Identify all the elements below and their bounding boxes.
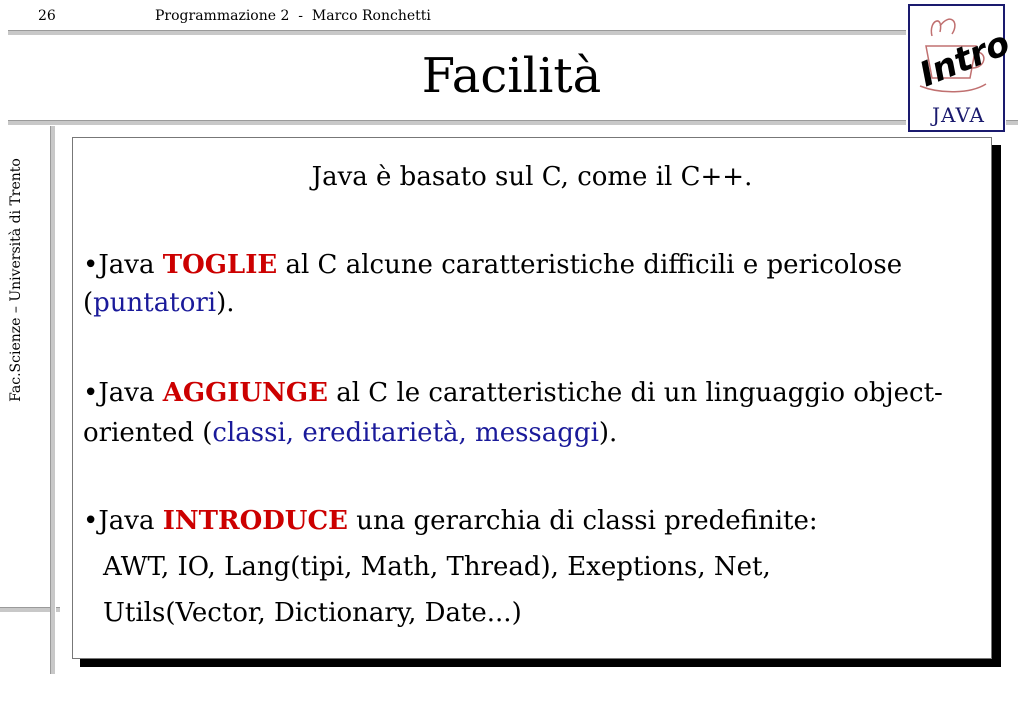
class-list-1: AWT, IO, Lang(tipi, Math, Thread), Exeptions, Net, [103,552,771,582]
header-top-rule [8,30,906,36]
class-list-2: Utils(Vector, Dictionary, Date...) [103,598,522,628]
bullet-prefix: •Java [83,250,163,280]
content-box [72,137,992,659]
slide-title: Facilità [421,48,602,104]
keyword-aggiunge: AGGIUNGE [162,378,328,408]
keyword-introduce: INTRODUCE [162,506,348,536]
bullet-2-line-1 [83,378,943,408]
bullet-3-line-2 [103,552,771,582]
intro-line [73,162,991,192]
page-number: 26 [38,8,56,24]
sidebar-rule [50,126,56,674]
bullet-3-line-3 [103,598,522,628]
intro-java-logo [908,4,1016,132]
bullet-2-line-2 [83,418,617,448]
keyword-toglie: TOGLIE [162,250,278,280]
bullet-prefix: •Java [83,378,163,408]
java-cup-icon [910,6,1016,130]
bullet-3-line-1 [83,506,818,536]
bullet-text: al C alcune caratteristiche difficili e pericolose [277,250,903,280]
bullet-1-line-1 [83,250,902,280]
highlight-oop-features: classi, ereditarietà, messaggi [212,418,599,448]
intro-text: Java è basato sul C, come il C++. [311,162,753,192]
header-right-rule [1006,120,1018,126]
bullet-text-2: oriented ( [83,418,213,448]
logo-subword: JAVA [932,103,985,127]
institution-label: Fac.Scienze – Università di Trento [8,158,24,402]
header-bottom-rule [8,120,906,126]
course-header: Programmazione 2 - Marco Ronchetti [155,8,431,24]
logo-word: Intro [913,23,1016,96]
bullet-1-line-2 [83,288,235,318]
highlight-puntatori: puntatori [93,288,217,318]
bullet-prefix: •Java [83,506,163,536]
bullet-text: una gerarchia di classi predefinite: [347,506,818,536]
bullet-text: al C le caratteristiche di un linguaggio object- [327,378,943,408]
paren-open: ( [83,288,94,318]
paren-close: ). [216,288,235,318]
paren-close: ). [598,418,618,448]
